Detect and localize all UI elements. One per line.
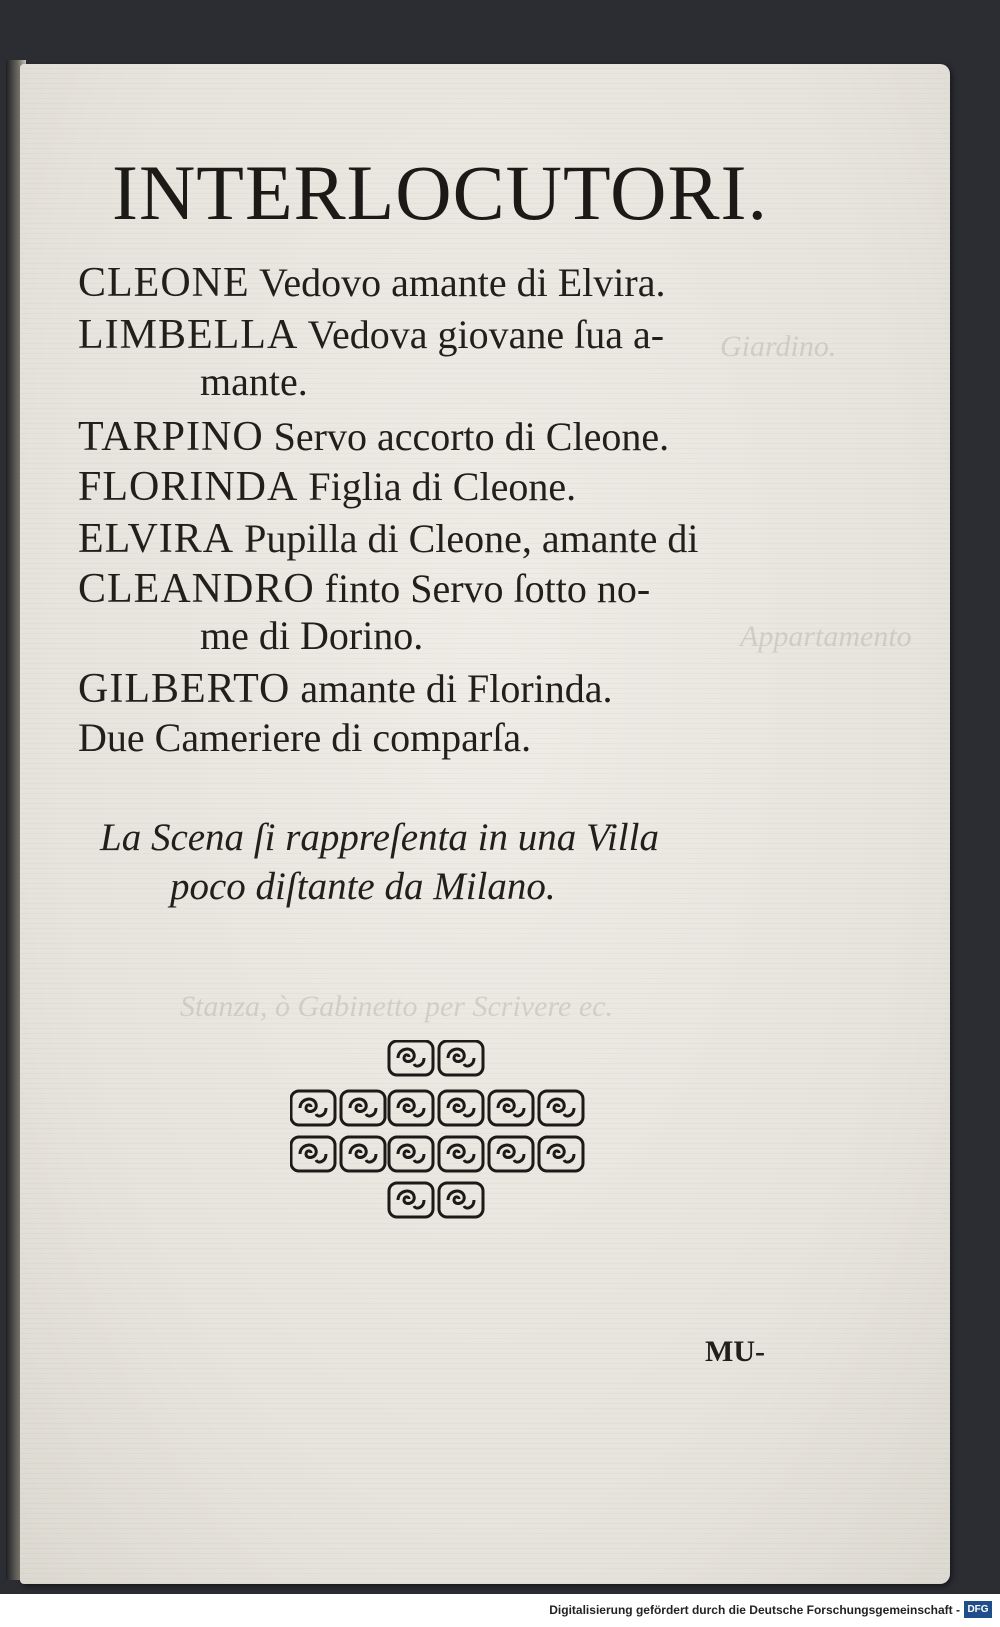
cast-line [78, 568, 650, 610]
character-description: amante di Florinda. [300, 666, 613, 711]
page-title: INTERLOCUTORI. [112, 149, 769, 236]
cast-line [78, 518, 698, 560]
scene-setting-line-2: poco diſtante da Milano. [170, 865, 556, 908]
character-description: Due Cameriere di comparſa. [78, 715, 532, 760]
cast-line [78, 668, 613, 710]
footer-credit: Digitalisierung gefördert durch die Deutsche Forschungsgemeinschaft - [549, 1603, 960, 1617]
cast-line [78, 715, 532, 760]
footer-bar [0, 1594, 1000, 1627]
character-name: CLEANDRO [78, 566, 315, 612]
cast-line [78, 466, 576, 508]
character-description: mante. [200, 359, 308, 404]
cast-line [78, 416, 669, 458]
character-name: TARPINO [78, 414, 264, 460]
character-name: ELVIRA [78, 516, 235, 562]
catchword: MU- [705, 1335, 765, 1368]
cast-line-continuation [200, 613, 424, 658]
character-name: FLORINDA [78, 464, 299, 510]
cast-line [78, 262, 665, 304]
character-description: me di Dorino. [200, 613, 424, 658]
printer-ornament [290, 1040, 590, 1220]
dfg-logo: DFG [964, 1601, 992, 1618]
scene-setting-line-1: La Scena ſi rappreſenta in una Villa [100, 816, 659, 859]
character-name: CLEONE [78, 260, 250, 306]
character-name: GILBERTO [78, 666, 291, 712]
cast-line-continuation [200, 359, 308, 404]
show-through-text: Appartamento [740, 620, 912, 653]
show-through-text: Giardino. [720, 330, 837, 363]
character-description: finto Servo ſotto no- [324, 566, 651, 611]
character-description: Pupilla di Cleone, amante di [244, 516, 699, 561]
character-description: Servo accorto di Cleone. [273, 414, 670, 459]
character-description: Vedova giovane ſua a- [307, 312, 665, 357]
show-through-text: Stanza, ò Gabinetto per Scrivere ec. [180, 990, 613, 1023]
character-description: Figlia di Cleone. [308, 464, 577, 509]
character-name: LIMBELLA [78, 312, 299, 358]
cast-line [78, 314, 664, 356]
character-description: Vedovo amante di Elvira. [258, 260, 666, 305]
